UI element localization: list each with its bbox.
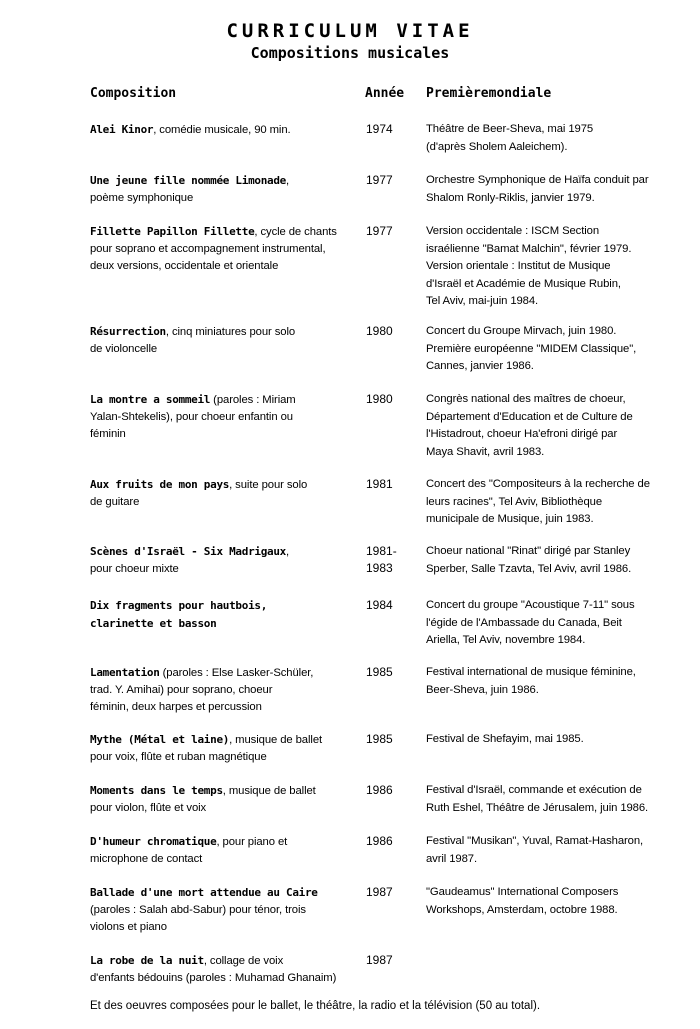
composition-title: Aux fruits de mon pays <box>90 478 230 491</box>
composition-year <box>366 121 410 138</box>
premiere-line: Congrès national des maîtres de choeur, <box>426 393 626 405</box>
composition-detail: , comédie musicale, 90 min. <box>153 124 291 136</box>
composition-title: Ballade d'une mort attendue au Caire <box>90 886 318 899</box>
premiere-line: leurs racines", Tel Aviv, Bibliothèque <box>426 495 603 508</box>
year-text: 1985 <box>366 732 393 746</box>
composition-title: D'humeur chromatique <box>90 835 217 848</box>
premiere-details <box>426 731 694 749</box>
composition-title: La montre a sommeil <box>90 393 211 406</box>
composition-detail: (paroles : Else Lasker-Schüler, <box>159 667 314 679</box>
composition-detail: violons et piano <box>90 921 167 933</box>
composition-detail: , musique de ballet <box>229 734 323 746</box>
premiere-line: Ruth Eshel, Théâtre de Jérusalem, juin 1986. <box>426 801 649 814</box>
premiere-line: Festival de Shefayim, mai 1985. <box>426 733 584 745</box>
premiere-line: avril 1987. <box>426 852 478 865</box>
premiere-line: Version orientale : Institut de Musique <box>426 260 611 272</box>
composition-detail: (paroles : Miriam <box>210 394 296 406</box>
composition-year <box>366 476 410 493</box>
premiere-details <box>426 543 694 578</box>
composition-description <box>90 543 365 578</box>
composition-detail: pour violon, flûte et voix <box>90 802 207 814</box>
composition-detail: de violoncelle <box>90 343 158 355</box>
premiere-details <box>426 121 694 156</box>
year-text: 1977 <box>366 224 393 238</box>
composition-year <box>366 223 410 240</box>
composition-detail: , <box>286 175 290 187</box>
composition-line <box>90 952 365 970</box>
premiere-line: Workshops, Amsterdam, octobre 1988. <box>426 903 618 916</box>
composition-detail: deux versions, occidentale et orientale <box>90 260 279 272</box>
premiere-line: israélienne "Bamat Malchin", février 1979. <box>426 242 632 255</box>
composition-title: Résurrection <box>90 325 166 338</box>
premiere-details <box>426 476 694 529</box>
column-header-composition: Composition <box>90 86 177 101</box>
column-header-premiere: Premièremondiale <box>426 86 552 101</box>
composition-line <box>90 615 365 633</box>
composition-detail: d'enfants bédouins (paroles : Muhamad Ghanaim) <box>90 972 337 984</box>
premiere-line: Théâtre de Beer-Sheva, mai 1975 <box>426 123 594 135</box>
premiere-line: d'Israël et Académie de Musique Rubin, <box>426 277 621 290</box>
composition-year <box>366 597 410 614</box>
composition-title: Dix fragments pour hautbois, <box>90 599 268 612</box>
year-text: 1983 <box>366 561 393 575</box>
composition-detail: , musique de ballet <box>222 785 316 797</box>
year-text: 1980 <box>366 392 393 406</box>
composition-year <box>366 782 410 799</box>
composition-description <box>90 664 365 716</box>
composition-line <box>90 172 365 190</box>
composition-detail: de guitare <box>90 496 140 508</box>
composition-detail: Yalan-Shtekelis), pour choeur enfantin ou <box>90 411 293 423</box>
premiere-line: Orchestre Symphonique de Haïfa conduit par <box>426 174 649 186</box>
composition-detail: pour soprano et accompagnement instrumental, <box>90 243 326 255</box>
composition-description <box>90 731 365 766</box>
composition-year <box>366 833 410 850</box>
composition-detail: , suite pour solo <box>229 479 308 491</box>
composition-detail: , cycle de chants <box>254 226 337 238</box>
year-text: 1986 <box>366 783 393 797</box>
composition-detail: pour choeur mixte <box>90 563 179 575</box>
composition-description <box>90 476 365 511</box>
premiere-line: Maya Shavit, avril 1983. <box>426 445 545 458</box>
premiere-line: Première européenne "MIDEM Classique", <box>426 342 637 355</box>
year-text: 1984 <box>366 598 393 612</box>
premiere-details <box>426 323 694 376</box>
composition-line <box>90 884 365 902</box>
composition-year <box>366 731 410 748</box>
composition-detail: , cinq miniatures pour solo <box>165 326 296 338</box>
composition-detail: (paroles : Salah abd-Sabur) pour ténor, trois <box>90 904 306 916</box>
premiere-line: l'égide de l'Ambassade du Canada, Beit <box>426 616 622 629</box>
composition-title: clarinette et basson <box>90 617 217 630</box>
composition-line <box>90 664 365 682</box>
year-text: 1977 <box>366 173 393 187</box>
composition-description <box>90 323 365 358</box>
premiere-line: Concert du Groupe Mirvach, juin 1980. <box>426 325 617 337</box>
composition-year <box>366 664 410 681</box>
composition-title: Moments dans le temps <box>90 784 223 797</box>
premiere-line: Festival international de musique féminine, <box>426 666 636 678</box>
year-text: 1985 <box>366 665 393 679</box>
document-title: CURRICULUM VITAE <box>226 20 474 42</box>
year-text: 1980 <box>366 324 393 338</box>
composition-line <box>90 731 365 749</box>
composition-title: La robe de la nuit <box>90 954 204 967</box>
premiere-line: Ariella, Tel Aviv, novembre 1984. <box>426 634 586 646</box>
composition-detail: féminin <box>90 428 126 440</box>
composition-year <box>366 543 410 577</box>
premiere-line: Concert des "Compositeurs à la recherche de <box>426 478 650 490</box>
premiere-line: Département d'Education et de Culture de <box>426 410 633 423</box>
premiere-details <box>426 597 694 650</box>
composition-line <box>90 223 365 241</box>
composition-line <box>90 782 365 800</box>
composition-year <box>366 952 410 969</box>
footer-note: Et des oeuvres composées pour le ballet, le théâtre, la radio et la télévision (50 au total). <box>90 1000 541 1012</box>
premiere-details <box>426 782 694 817</box>
premiere-line: Festival d'Israël, commande et exécution de <box>426 784 642 796</box>
premiere-line: l'Histadrout, choeur Ha'efroni dirigé par <box>426 428 618 440</box>
composition-detail: trad. Y. Amihai) pour soprano, choeur <box>90 684 273 696</box>
premiere-line: Cannes, janvier 1986. <box>426 360 534 372</box>
year-text: 1974 <box>366 122 393 136</box>
composition-detail: féminin, deux harpes et percussion <box>90 701 262 713</box>
composition-detail: , collage de voix <box>203 955 284 967</box>
premiere-line: Beer-Sheva, juin 1986. <box>426 683 539 696</box>
premiere-details <box>426 884 694 919</box>
premiere-line: Festival "Musikan", Yuval, Ramat-Hasharon, <box>426 835 644 847</box>
composition-year <box>366 884 410 901</box>
premiere-line: Concert du groupe "Acoustique 7-11" sous <box>426 599 635 611</box>
premiere-details <box>426 833 694 868</box>
premiere-line: Tel Aviv, mai-juin 1984. <box>426 295 539 307</box>
premiere-details <box>426 172 694 207</box>
premiere-line: "Gaudeamus" International Composers <box>426 886 619 898</box>
composition-description <box>90 223 365 275</box>
composition-description <box>90 597 365 633</box>
premiere-line: Version occidentale : ISCM Section <box>426 225 600 237</box>
year-text: 1981 <box>366 477 393 491</box>
composition-detail: pour voix, flûte et ruban magnétique <box>90 751 267 763</box>
composition-detail: microphone de contact <box>90 853 203 865</box>
composition-description <box>90 782 365 817</box>
composition-detail: poème symphonique <box>90 192 194 204</box>
composition-line <box>90 323 365 341</box>
composition-title: Lamentation <box>90 666 160 679</box>
composition-title: Mythe (Métal et laine) <box>90 733 230 746</box>
composition-detail: , pour piano et <box>216 836 288 848</box>
column-header-year: Année <box>365 86 405 101</box>
year-text: 1981- <box>366 544 397 558</box>
premiere-details <box>426 223 694 311</box>
composition-line <box>90 391 365 409</box>
composition-year <box>366 172 410 189</box>
composition-detail: , <box>286 546 290 558</box>
year-text: 1987 <box>366 953 393 967</box>
composition-year <box>366 323 410 340</box>
composition-description <box>90 884 365 936</box>
composition-description <box>90 833 365 868</box>
composition-description <box>90 172 365 207</box>
composition-line <box>90 543 365 561</box>
composition-description <box>90 952 365 987</box>
premiere-line: Choeur national "Rinat" dirigé par Stanley <box>426 545 631 557</box>
premiere-details <box>426 664 694 699</box>
composition-line <box>90 597 365 615</box>
composition-title: Une jeune fille nommée Limonade <box>90 174 286 187</box>
document-subtitle: Compositions musicales <box>250 44 450 62</box>
composition-description <box>90 121 365 139</box>
composition-title: Fillette Papillon Fillette <box>90 225 255 238</box>
premiere-line: (d'après Sholem Aaleichem). <box>426 140 568 153</box>
year-text: 1986 <box>366 834 393 848</box>
premiere-details <box>426 391 694 461</box>
premiere-line: municipale de Musique, juin 1983. <box>426 513 594 525</box>
composition-line <box>90 121 365 139</box>
composition-line <box>90 476 365 494</box>
premiere-line: Shalom Ronly-Riklis, janvier 1979. <box>426 191 595 204</box>
composition-description <box>90 391 365 443</box>
premiere-line: Sperber, Salle Tzavta, Tel Aviv, avril 1986. <box>426 562 632 575</box>
composition-title: Alei Kinor <box>90 123 154 136</box>
composition-title: Scènes d'Israël - Six Madrigaux <box>90 545 286 558</box>
year-text: 1987 <box>366 885 393 899</box>
composition-year <box>366 391 410 408</box>
composition-line <box>90 833 365 851</box>
